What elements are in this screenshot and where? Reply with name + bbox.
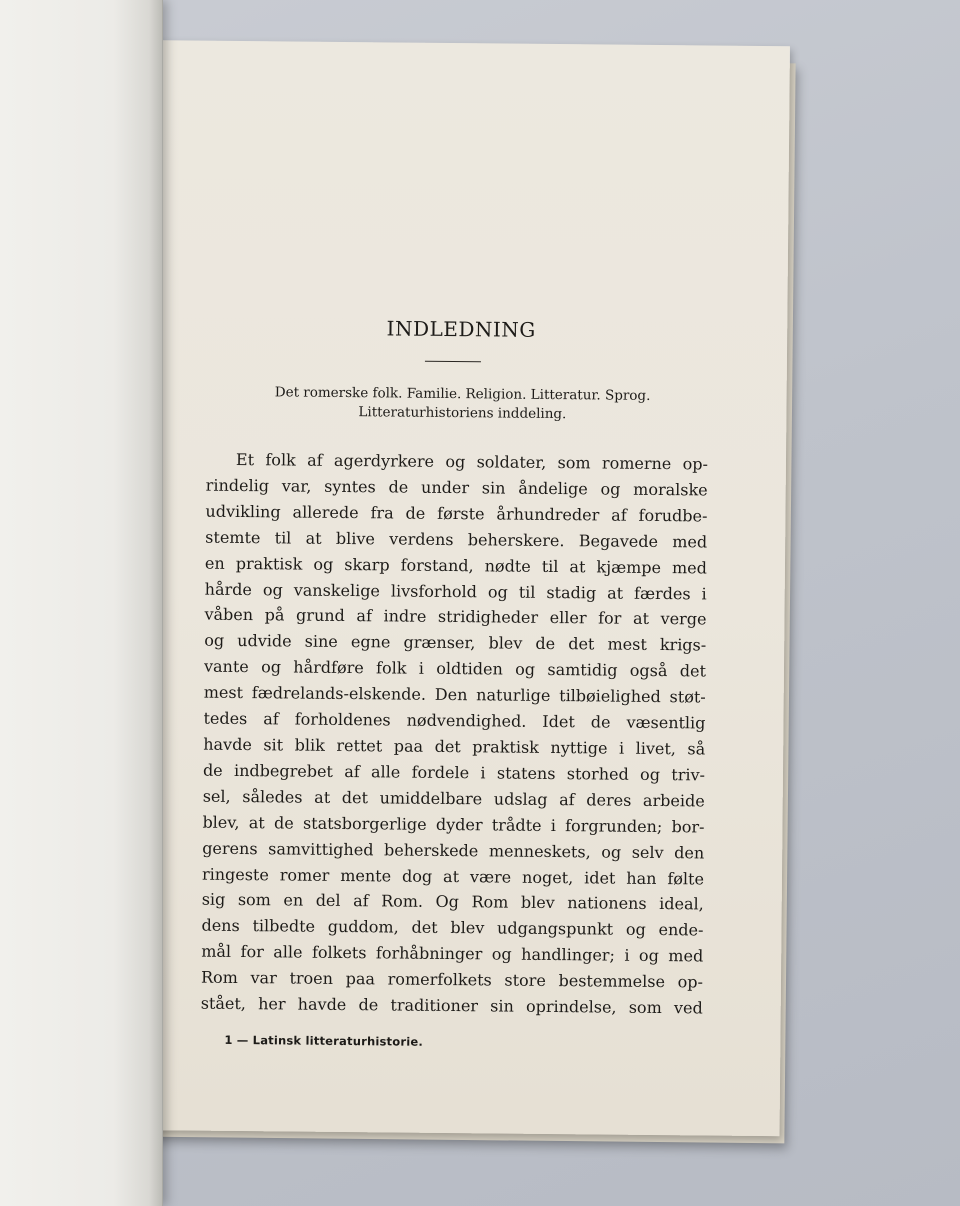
body-line: og udvide sine egne grænser, blev de det mest krigs-	[204, 631, 707, 655]
body-line: våben på grund af indre stridigheder eller for at verge	[204, 605, 707, 629]
body-line: hårde og vanskelige livsforhold og til stadig at færdes i	[204, 579, 707, 604]
body-line: stemte til at blive verdens beherskere. Begavede med	[205, 527, 708, 552]
body-line: rindelig var, syntes de under sin åndelige og moralske	[205, 475, 708, 500]
body-line: udvikling allerede fra de første århundreder af forudbe-	[205, 501, 708, 526]
body-line: stået, her havde de traditioner sin oprindelse, som ved	[200, 993, 703, 1018]
body-line: en praktisk og skarp forstand, nødte til at kjæmpe med	[204, 553, 708, 578]
body-line: vante og hårdføre folk i oldtiden og samtidig også det	[203, 656, 707, 681]
body-line: dens tilbedte guddom, det blev udgangspunkt og ende-	[201, 915, 704, 940]
subheading-line: Det romerske folk. Familie. Religion. Litteratur. Sprog.	[274, 384, 651, 404]
body-line: blev, at de statsborgerlige dyder trådte i forgrunden; bor-	[202, 812, 705, 837]
body-line: Et folk af agerdyrkere og soldater, som romerne op-	[235, 449, 709, 474]
body-line: de indbegrebet af alle fordele i statens storhed og triv-	[202, 760, 706, 785]
book-page-right	[128, 40, 790, 1136]
footer-signature: 1 — Latinsk litteraturhistorie.	[224, 1032, 424, 1049]
title-divider	[425, 361, 481, 363]
subheading-line: Litteraturhistoriens inddeling.	[358, 404, 567, 423]
body-line: sig som en del af Rom. Og Rom blev nationens ideal,	[201, 890, 704, 914]
body-line: mest fædrelands-elskende. Den naturlige tilbøielighed støt-	[203, 682, 706, 707]
body-line: Rom var troen paa romerfolkets store bestemmelse op-	[200, 967, 704, 992]
body-line: sel, således at det umiddelbare udslag af deres arbeide	[202, 786, 705, 811]
chapter-subheading	[212, 383, 712, 426]
body-line: gerens samvittighed beherskede menneskets, og selv den	[202, 838, 705, 863]
body-line: ringeste romer mente dog at være noget, idet han følte	[201, 864, 705, 888]
body-paragraph	[201, 447, 708, 1022]
body-line: havde sit blik rettet paa det praktisk nyttige i livet, så	[203, 734, 706, 759]
chapter-title: INDLEDNING	[386, 316, 536, 342]
body-line: mål for alle folkets forhåbninger og handlinger; i og med	[201, 941, 704, 966]
body-line: tedes af forholdenes nødvendighed. Idet de væsentlig	[203, 708, 706, 733]
book-page-left	[0, 0, 163, 1206]
